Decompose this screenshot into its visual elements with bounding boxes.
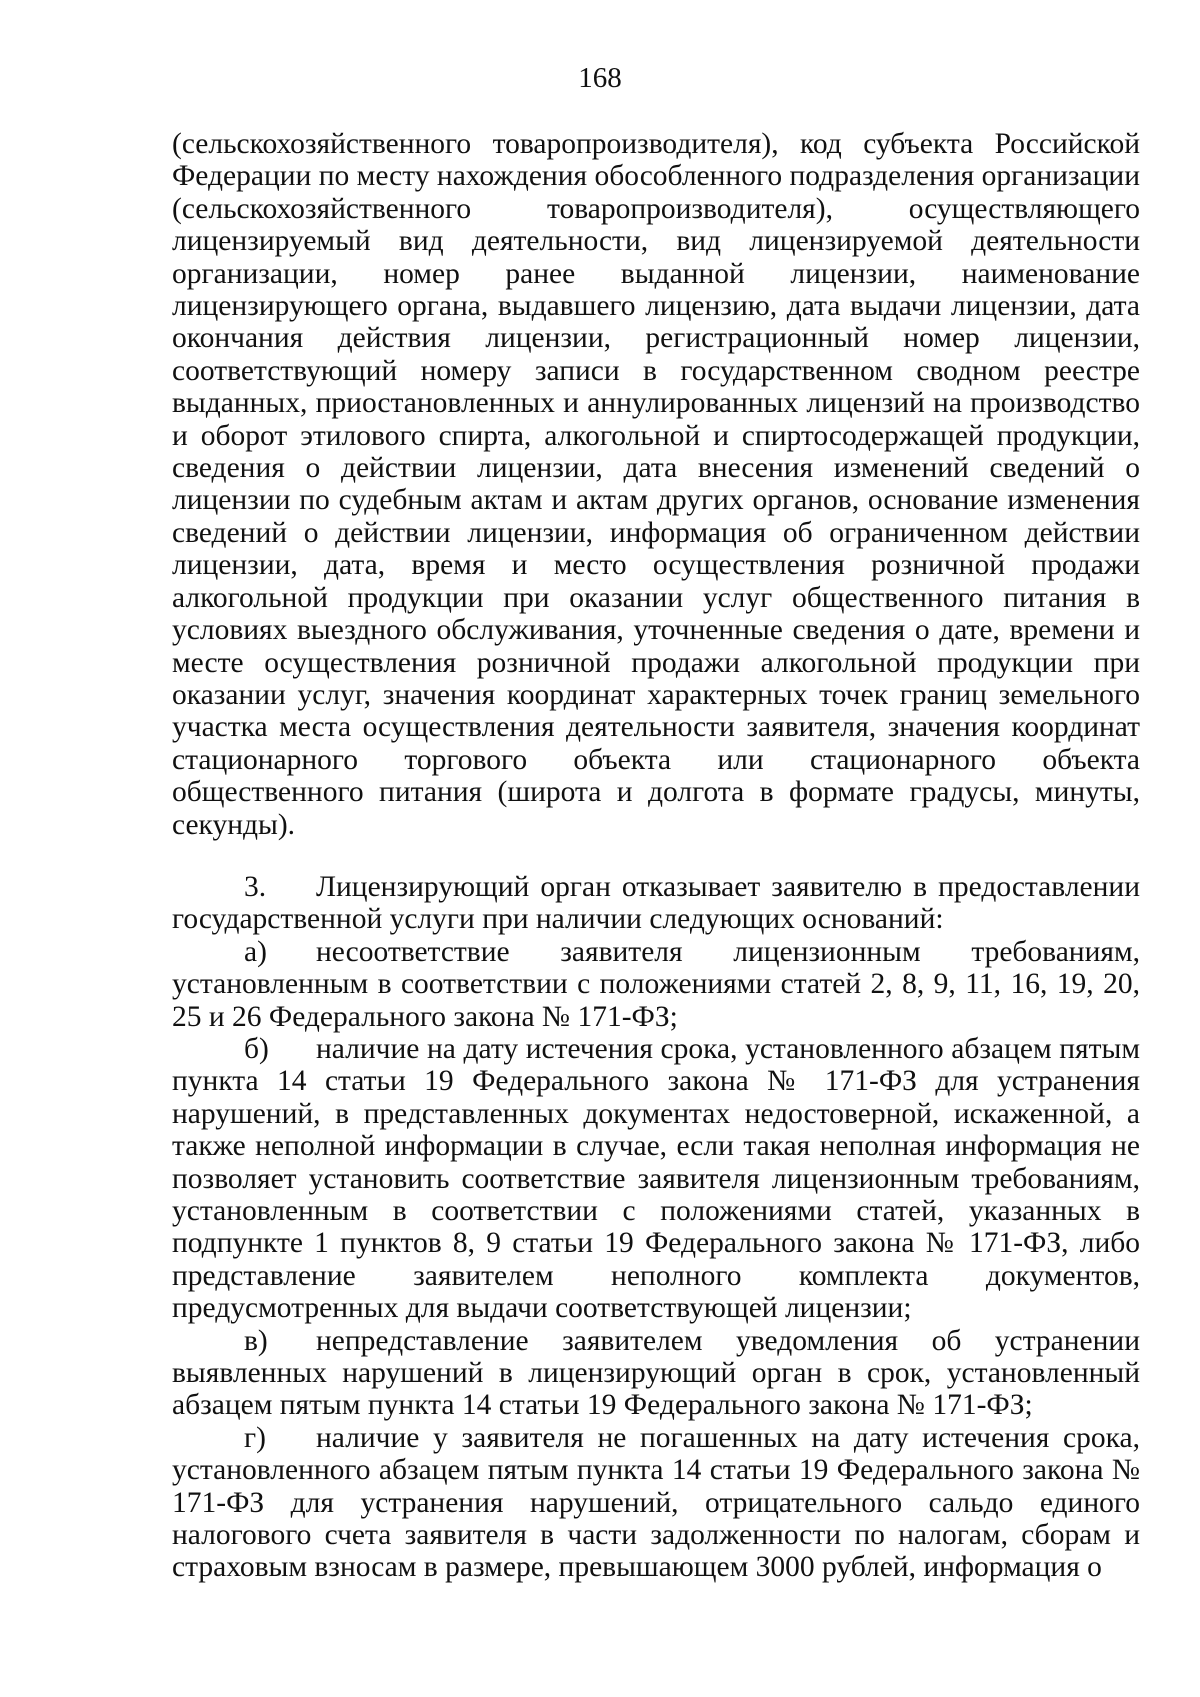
document-body — [172, 128, 1140, 1584]
page-number: 168 — [578, 62, 622, 94]
list-item-label: б) — [244, 1032, 269, 1065]
list-item-a — [172, 936, 1140, 1033]
clause-3-text: Лицензирующий орган отказывает заявителю в предоставлении государственной услуги при наличии следующих оснований: — [172, 870, 1140, 936]
clause-3 — [172, 871, 1140, 936]
list-item-g — [172, 1422, 1140, 1584]
continuation-paragraph: (сельскохозяйственного товаропроизводителя), код субъекта Российской Федерации по месту нахождения обособленного подразделения организации (сельскохозяйственного товаропроизводителя), осуществляющего лицензируемый вид деятельности, вид лицензируемой деятельности организации, номер ранее выданной лицензии, наименование лицензирующего органа, выдавшего лицензию, дата выдачи лицензии, дата окончания действия лицензии, регистрационный номер лицензии, соответствующий номеру записи в государственном сводном реестре выданных, приостановленных и аннулированных лицензий на производство и оборот этилового спирта, алкогольной и спиртосодержащей продукции, сведения о действии лицензии, дата внесения изменений сведений о лицензии по судебным актам и актам других органов, основание изменения сведений о действии лицензии, информация об ограниченном действии лицензии, дата, время и место осуществления розничной продажи алкогольной продукции при оказании услуг общественного питания в условиях выездного обслуживания, уточненные сведения о дате, времени и месте осуществления розничной продажи алкогольной продукции при оказании услуг, значения координат характерных точек границ земельного участка места осуществления деятельности заявителя, значения координат стационарного торгового объекта или стационарного объекта общественного питания (широта и долгота в формате градусы, минуты, секунды). — [172, 128, 1140, 841]
list-item-v — [172, 1325, 1140, 1422]
list-item-label: а) — [244, 935, 267, 968]
list-item-text: непредставление заявителем уведомления об устранении выявленных нарушений в лицензирующий орган в срок, установленный абзацем пятым пункта 14 статьи 19 Федерального закона № 171-ФЗ; — [172, 1324, 1140, 1422]
clause-3-number: 3. — [244, 870, 267, 903]
list-item-text: наличие у заявителя не погашенных на дату истечения срока, установленного абзацем пятым пункта 14 статьи 19 Федерального закона № 171-ФЗ для устранения нарушений, отрицательного сальдо единого налогового счета заявителя в части задолженности по налогам, сборам и страховым взносам в размере, превышающем 3000 рублей, информация о — [172, 1421, 1140, 1584]
list-item-label: г) — [244, 1421, 266, 1454]
list-item-b — [172, 1033, 1140, 1325]
list-item-label: в) — [244, 1324, 268, 1357]
list-item-text: наличие на дату истечения срока, установленного абзацем пятым пункта 14 статьи 19 Федерального закона № 171-ФЗ для устранения нарушений, в представленных документах недостоверной, искаженной, а также неполной информации в случае, если такая неполная информация не позволяет установить соответствие заявителя лицензионным требованиям, установленным в соответствии с положениями статей, указанных в подпункте 1 пунктов 8, 9 статьи 19 Федерального закона № 171-ФЗ, либо представление заявителем неполного комплекта документов, предусмотренных для выдачи соответствующей лицензии; — [172, 1032, 1140, 1325]
list-item-text: несоответствие заявителя лицензионным требованиям, установленным в соответствии с положениями статей 2, 8, 9, 11, 16, 19, 20, 25 и 26 Федерального закона № 171-ФЗ; — [172, 935, 1140, 1033]
